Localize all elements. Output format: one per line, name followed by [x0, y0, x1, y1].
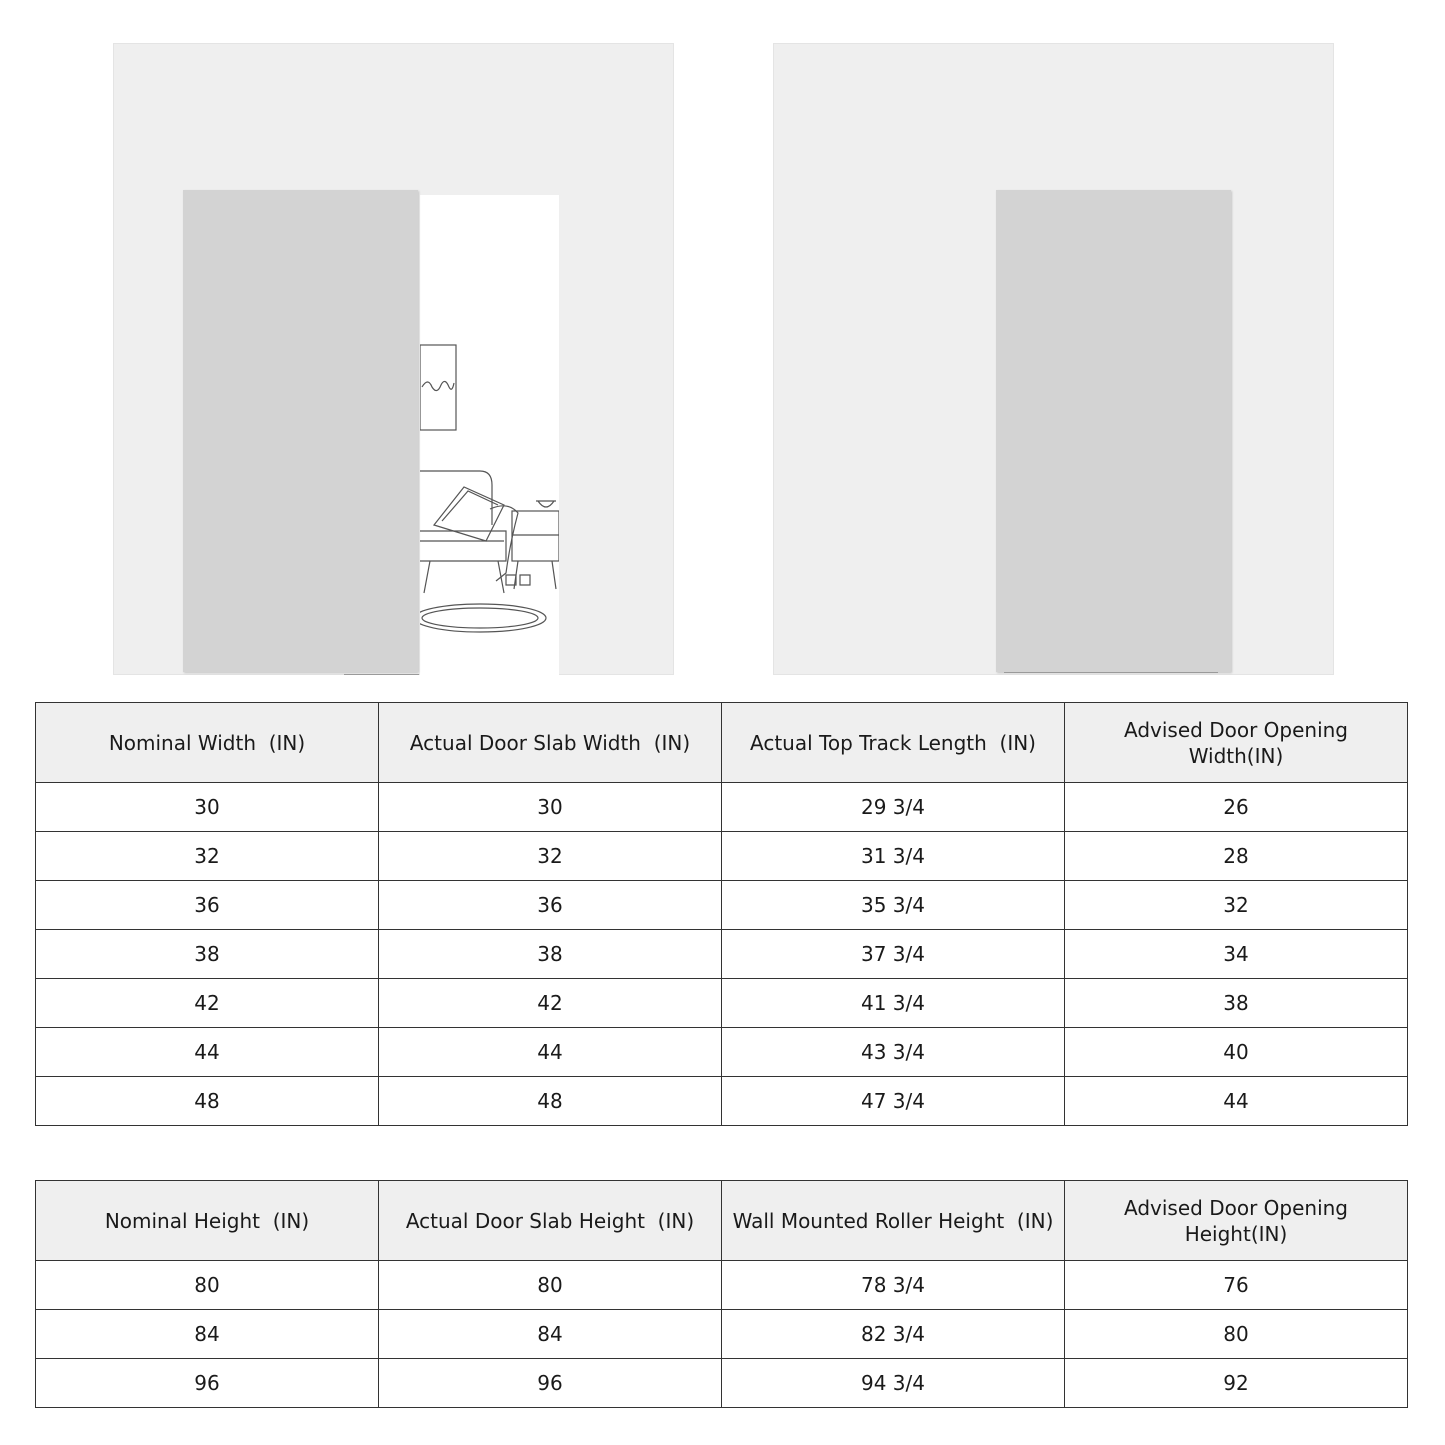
table-cell: 82 3/4	[722, 1310, 1065, 1359]
table-cell: 48	[36, 1077, 379, 1126]
picture-frame-icon	[420, 345, 456, 430]
door-closed-illustration	[773, 43, 1334, 675]
table-row	[36, 881, 1408, 930]
table-cell: 30	[379, 783, 722, 832]
table-cell: 76	[1065, 1261, 1408, 1310]
table-row	[36, 930, 1408, 979]
table-cell: 35 3/4	[722, 881, 1065, 930]
header-advised-opening-width: Advised Door Opening Width(IN)	[1065, 703, 1408, 783]
table-cell: 36	[36, 881, 379, 930]
header-nominal-height: Nominal Height (IN)	[36, 1181, 379, 1261]
header-top-track-length: Actual Top Track Length (IN)	[722, 703, 1065, 783]
table-row	[36, 1310, 1408, 1359]
table-cell: 38	[379, 930, 722, 979]
table-cell: 94 3/4	[722, 1359, 1065, 1408]
table-cell: 40	[1065, 1028, 1408, 1077]
table-cell: 44	[379, 1028, 722, 1077]
height-size-table	[35, 1180, 1408, 1408]
header-roller-height: Wall Mounted Roller Height (IN)	[722, 1181, 1065, 1261]
table-cell: 48	[379, 1077, 722, 1126]
table-cell: 38	[1065, 979, 1408, 1028]
table-header-row	[36, 1181, 1408, 1261]
table-cell: 47 3/4	[722, 1077, 1065, 1126]
table-cell: 44	[36, 1028, 379, 1077]
table-cell: 26	[1065, 783, 1408, 832]
header-advised-opening-height: Advised Door Opening Height(IN)	[1065, 1181, 1408, 1261]
table-cell: 32	[36, 832, 379, 881]
table-cell: 36	[379, 881, 722, 930]
table-cell: 96	[36, 1359, 379, 1408]
table-cell: 92	[1065, 1359, 1408, 1408]
table-cell: 28	[1065, 832, 1408, 881]
pillow-icon	[434, 487, 504, 541]
header-nominal-width: Nominal Width (IN)	[36, 703, 379, 783]
living-room-sketch	[420, 195, 559, 675]
table-header-row	[36, 703, 1408, 783]
table-row	[36, 1359, 1408, 1408]
table-cell: 80	[36, 1261, 379, 1310]
table-cell: 96	[379, 1359, 722, 1408]
table-cell: 31 3/4	[722, 832, 1065, 881]
table-cell: 42	[36, 979, 379, 1028]
table-cell: 84	[379, 1310, 722, 1359]
table-cell: 80	[1065, 1310, 1408, 1359]
table-row	[36, 783, 1408, 832]
door-opening	[420, 195, 559, 675]
table-cell: 34	[1065, 930, 1408, 979]
table-row	[36, 979, 1408, 1028]
table-cell: 43 3/4	[722, 1028, 1065, 1077]
table-cell: 32	[379, 832, 722, 881]
table-cell: 44	[1065, 1077, 1408, 1126]
bowl-icon	[536, 501, 556, 507]
table-cell: 29 3/4	[722, 783, 1065, 832]
table-row	[36, 832, 1408, 881]
table-cell: 38	[36, 930, 379, 979]
floor-line	[344, 674, 419, 675]
header-actual-slab-height: Actual Door Slab Height (IN)	[379, 1181, 722, 1261]
table-cell: 41 3/4	[722, 979, 1065, 1028]
width-size-table	[35, 702, 1408, 1126]
table-cell: 78 3/4	[722, 1261, 1065, 1310]
door-slab	[183, 190, 418, 672]
floor-line	[1004, 672, 1218, 673]
table-row	[36, 1028, 1408, 1077]
table-cell: 84	[36, 1310, 379, 1359]
table-cell: 30	[36, 783, 379, 832]
table-row	[36, 1077, 1408, 1126]
table-cell: 42	[379, 979, 722, 1028]
table-cell: 32	[1065, 881, 1408, 930]
table-cell: 80	[379, 1261, 722, 1310]
door-slab	[996, 190, 1231, 672]
table-cell: 37 3/4	[722, 930, 1065, 979]
side-table-icon	[512, 511, 559, 561]
door-open-illustration	[113, 43, 674, 675]
header-actual-slab-width: Actual Door Slab Width (IN)	[379, 703, 722, 783]
table-row	[36, 1261, 1408, 1310]
